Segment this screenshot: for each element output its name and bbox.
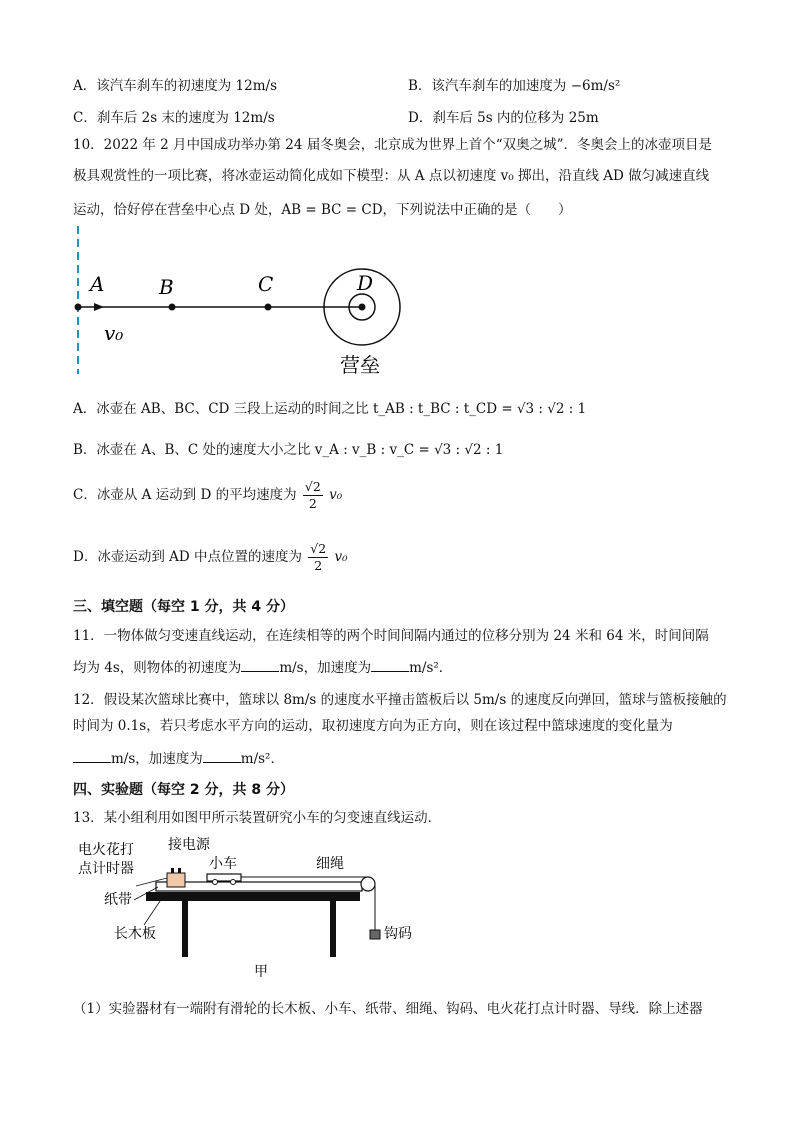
q11-line-1: 11．一物体做匀变速直线运动，在连续相等的两个时间间隔内通过的位移分别为 24 米和 64 米，时间间隔 (73, 628, 709, 644)
q12-line-2: 时间为 0.1s，若只考虑水平方向的运动，取初速度方向为正方向，则在该过程中篮球速度的变化量为 (73, 718, 673, 734)
table-leg-right (330, 901, 336, 957)
q9-option-a: A．该汽车刹车的初速度为 12m/s (73, 78, 277, 94)
point-a (75, 304, 82, 311)
table-leg-left (182, 901, 188, 957)
q10-option-d-fraction (308, 541, 328, 574)
velocity-arrow-icon (94, 303, 104, 311)
curling-diagram (60, 222, 420, 382)
q10-option-c (73, 479, 342, 512)
trolley-wheel-left (213, 880, 218, 885)
q12-text-a: m/s，加速度为 (111, 751, 203, 767)
q12-blank-acceleration[interactable] (203, 751, 241, 763)
q10-line-3: 运动，恰好停在营垒中心点 D 处，AB = BC = CD，下列说法中正确的是（ ） (73, 202, 572, 218)
q10-option-a: A．冰壶在 AB、BC、CD 三段上运动的时间之比 t_AB : t_BC : t_CD = √3 : √2 : 1 (73, 401, 587, 417)
board-label: 长木板 (114, 926, 156, 942)
q12-line-3 (73, 747, 284, 767)
timer-label-1: 电火花打 (78, 842, 134, 858)
q10-line-2: 极具观赏性的一项比赛，将冰壶运动简化成如下模型：从 A 点以初速度 v₀ 掷出，沿直线 AD 做匀减速直线 (73, 168, 710, 184)
point-c (265, 304, 272, 311)
q10-option-d-numerator: √2 (310, 541, 327, 556)
trolley-wheel-right (231, 880, 236, 885)
label-v0: v₀ (104, 321, 124, 345)
hook-weight (370, 930, 380, 939)
q12-blank-velocity-change[interactable] (73, 751, 111, 763)
q10-line-1: 10．2022 年 2 月中国成功举办第 24 届冬奥会，北京成为世界上首个“双奥之城”．冬奥会上的冰壶项目是 (73, 137, 713, 153)
tape-label: 纸带 (104, 892, 132, 908)
section-4-heading: 四、实验题（每空 2 分，共 8 分） (73, 782, 294, 798)
q10-option-d (73, 541, 348, 574)
q10-option-d-denominator: 2 (314, 558, 323, 573)
label-b: B (159, 275, 174, 299)
car-label: 小车 (209, 856, 237, 872)
label-c: C (258, 272, 274, 296)
point-d (359, 304, 366, 311)
q10-option-d-tail: v₀ (334, 549, 348, 565)
pulley (361, 877, 375, 891)
figure-caption: 甲 (254, 964, 268, 980)
label-d: D (357, 271, 374, 295)
q9-option-b: B．该汽车刹车的加速度为 −6m/s² (408, 78, 621, 94)
house-caption: 营垒 (340, 353, 380, 377)
timer-label-2: 点计时器 (78, 861, 134, 877)
spark-timer (167, 873, 185, 887)
q11-text-c: m/s²． (409, 660, 453, 676)
long-board (156, 882, 362, 891)
label-a: A (90, 272, 105, 296)
trolley-body (207, 874, 241, 881)
weight-label: 钩码 (384, 926, 412, 942)
q11-blank-initial-velocity[interactable] (241, 660, 279, 672)
q10-option-d-text: D．冰壶运动到 AD 中点位置的速度为 (73, 549, 302, 565)
timer-terminal-right (178, 868, 181, 873)
q9-option-c: C．刹车后 2s 末的速度为 12m/s (73, 110, 275, 126)
q9-option-d: D．刹车后 5s 内的位移为 25m (408, 110, 599, 126)
q10-option-c-text: C．冰壶从 A 运动到 D 的平均速度为 (73, 487, 297, 503)
q12-line-1: 12．假设某次篮球比赛中，篮球以 8m/s 的速度水平撞击篮板后以 5m/s 的速度反向弹回，篮球与篮板接触的 (73, 692, 727, 708)
q10-option-c-numerator: √2 (304, 479, 321, 494)
q11-blank-acceleration[interactable] (371, 660, 409, 672)
power-label: 接电源 (168, 837, 210, 853)
q13-sub-1: （1）实验器材有一端附有滑轮的长木板、小车、纸带、细绳、钩码、电火花打点计时器、导线．除上述器 (73, 1001, 703, 1017)
section-3-heading: 三、填空题（每空 1 分，共 4 分） (73, 599, 294, 615)
point-b (169, 304, 176, 311)
timer-terminal-left (171, 868, 174, 873)
q11-text-b: m/s，加速度为 (279, 660, 372, 676)
q12-text-b: m/s²． (240, 751, 284, 767)
q11-line-2 (73, 656, 452, 676)
q10-option-b: B．冰壶在 A、B、C 处的速度大小之比 v_A : v_B : v_C = √3 : √2 : 1 (73, 442, 504, 458)
q13-line-1: 13．某小组利用如图甲所示装置研究小车的匀变速直线运动． (73, 810, 442, 826)
table-top (146, 892, 360, 901)
q10-option-c-tail: v₀ (329, 487, 343, 503)
apparatus-diagram (76, 830, 422, 980)
q11-text-a: 均为 4s，则物体的初速度为 (73, 660, 242, 676)
rope-label: 细绳 (316, 856, 344, 872)
q10-option-c-fraction (303, 479, 323, 512)
q10-option-c-denominator: 2 (308, 496, 317, 511)
